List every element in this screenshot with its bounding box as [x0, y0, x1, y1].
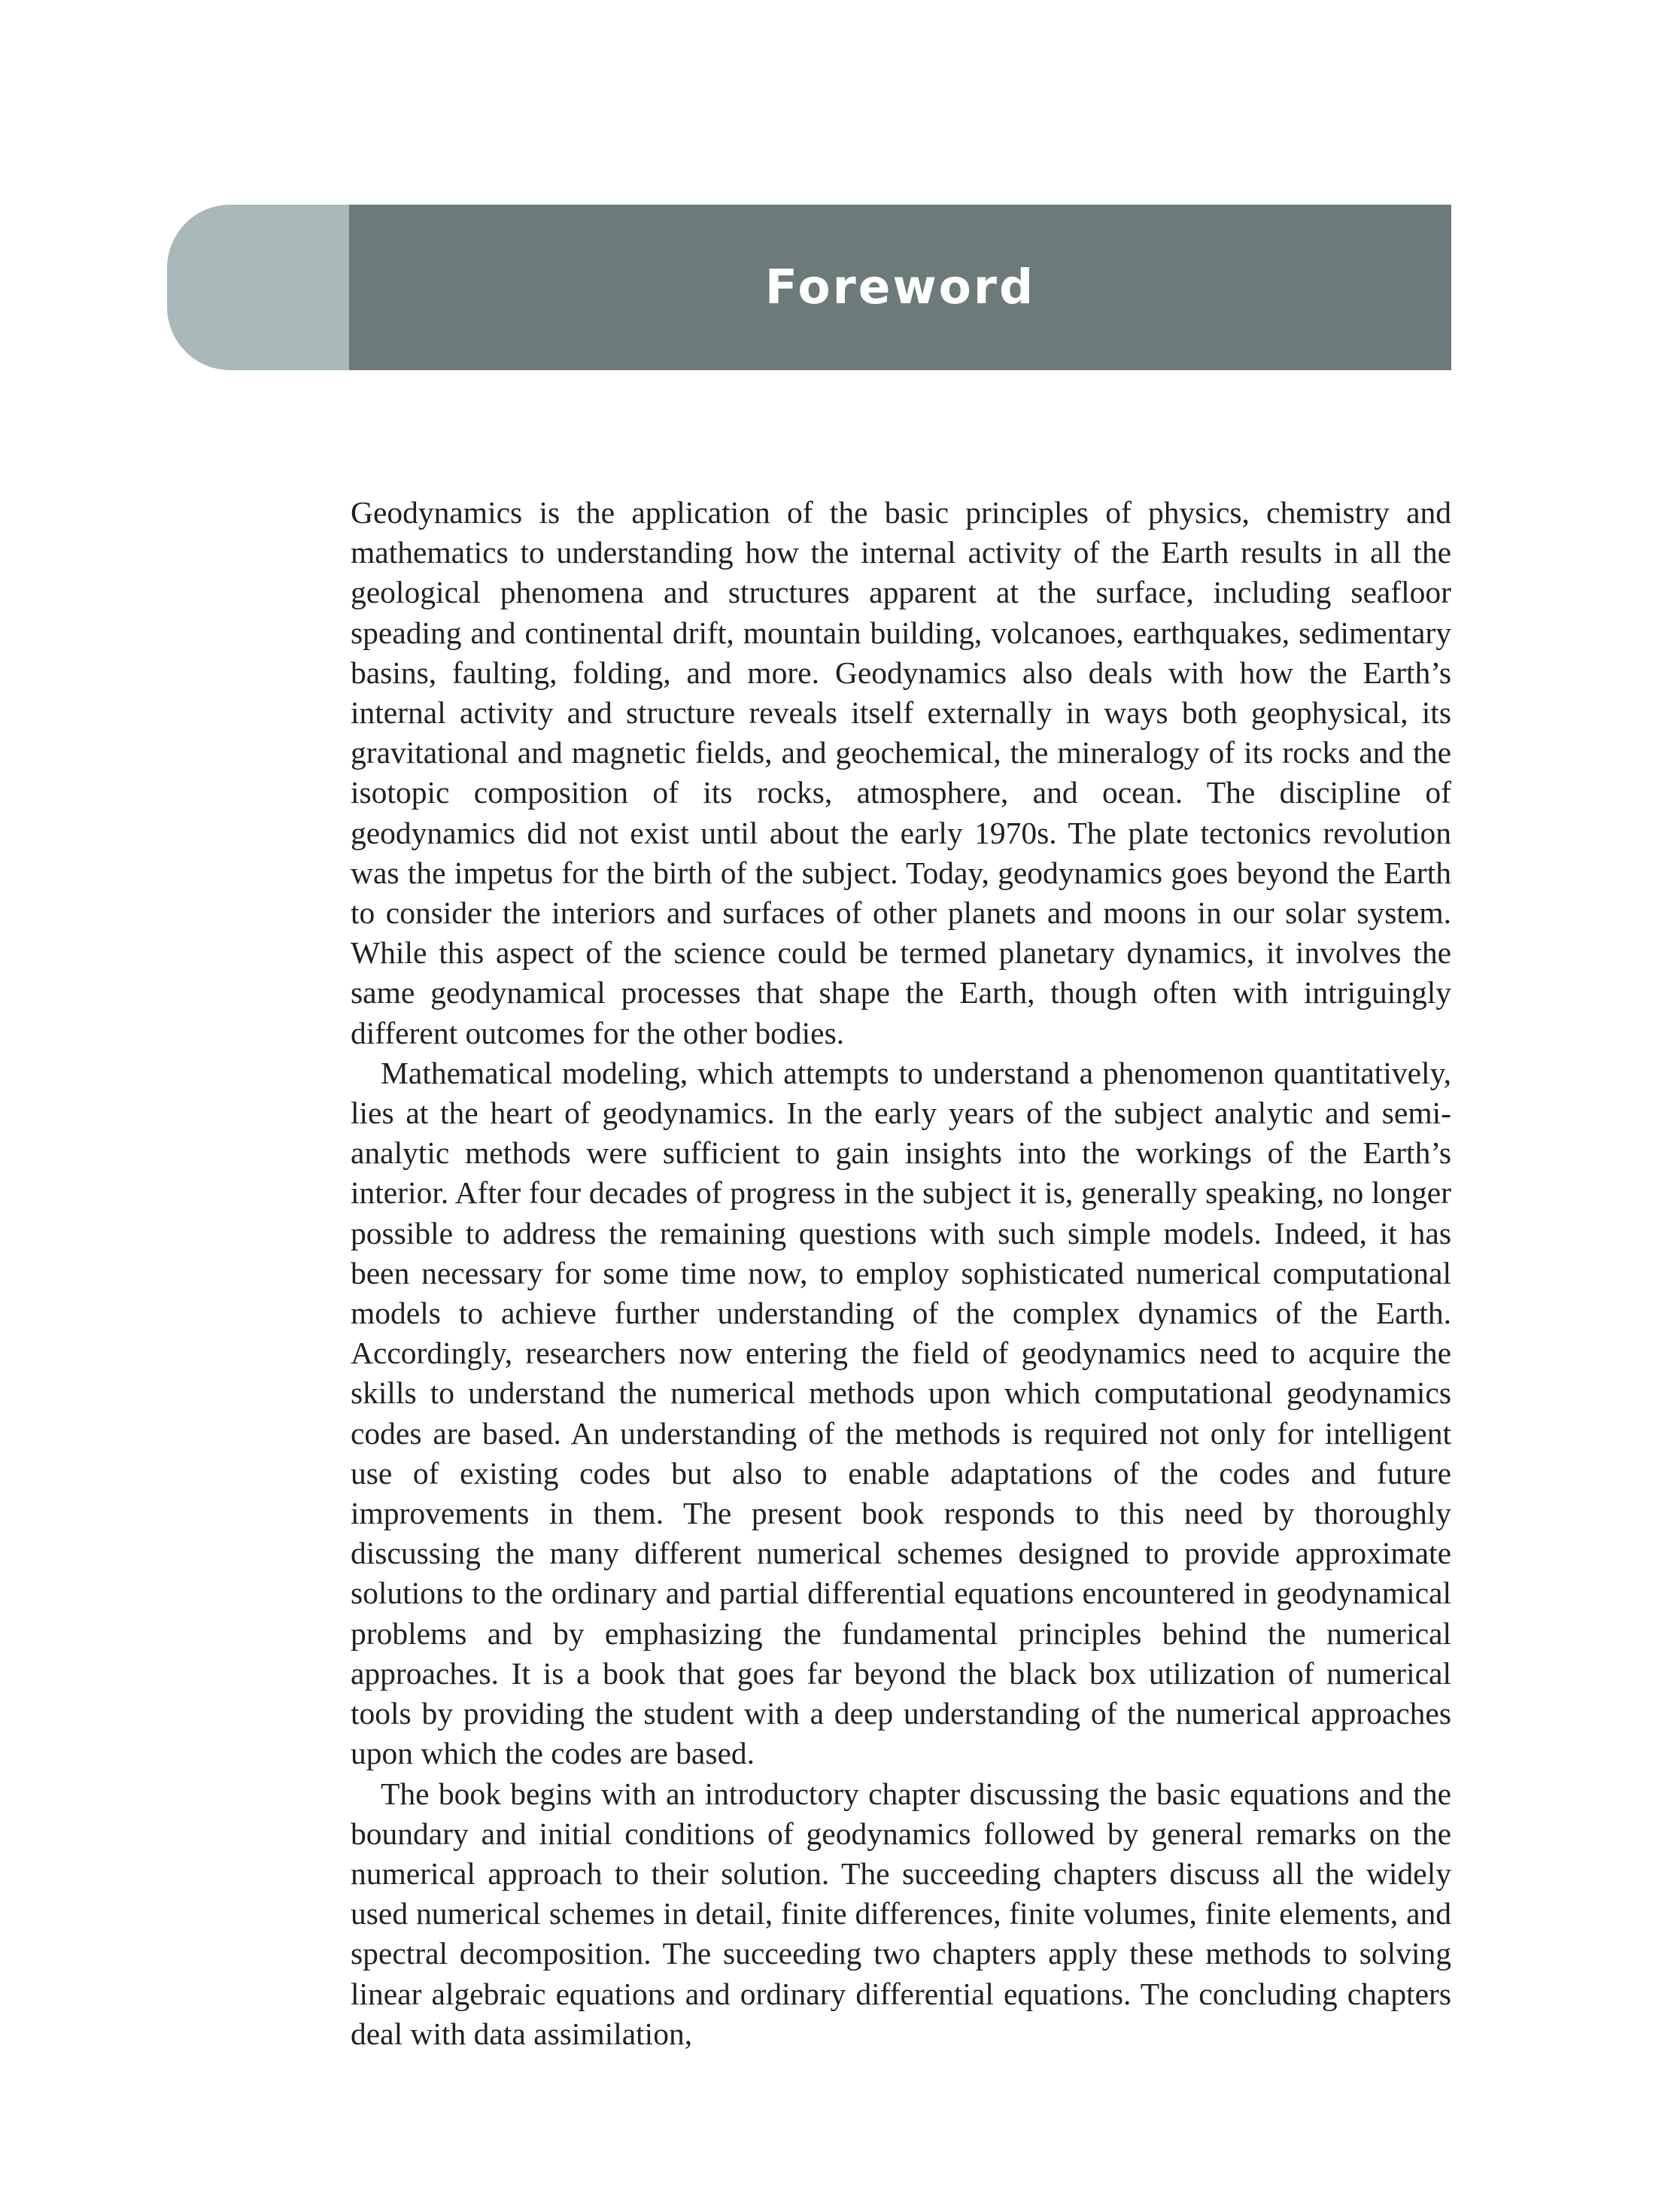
paragraph-2: Mathematical modeling, which attempts to understand a phenomenon quantitatively, lies at the heart of geodynamics. In the early years of the subject analytic and semi-analytic methods were sufficient to gain insights into the workings of the Earth’s interior. After four decades of progress in the subject it is, generally speaking, no longer possible to address the remaining questions with such simple models. Indeed, it has been necessary for some time now, to employ sophisticated numerical computational models to achieve further understanding of the complex dynamics of the Earth. Accordingly, researchers now entering the field of geodynamics need to acquire the skills to understand the numerical methods upon which computational geodynamics codes are based. An understanding of the methods is required not only for intelligent use of existing codes but also to enable adaptations of the codes and future improvements in them. The present book responds to this need by thoroughly discussing the many different numerical schemes designed to provide approximate solutions to the ordinary and partial differential equations encountered in geodynamical problems and by emphasizing the fundamental principles behind the numerical approaches. It is a book that goes far beyond the black box utilization of numerical tools by providing the student with a deep understanding of the numerical approaches upon which the codes are based. [351, 1055, 1451, 1771]
chapter-header-tab [167, 205, 355, 370]
foreword-body [351, 493, 1451, 2054]
chapter-title: Foreword [764, 260, 1036, 315]
paragraph-1: Geodynamics is the application of the basic principles of physics, chemistry and mathematics to understanding how the internal activity of the Earth results in all the geological phenomena and structures apparent at the surface, including seafloor speading and continental drift, mountain building, volcanoes, earthquakes, sedimentary basins, faulting, folding, and more. Geodynamics also deals with how the Earth’s internal activity and structure reveals itself externally in ways both geophysical, its gravitational and magnetic fields, and geochemical, the mineralogy of its rocks and the isotopic composition of its rocks, atmosphere, and ocean. The discipline of geodynamics did not exist until about the early 1970s. The plate tectonics revolution was the impetus for the birth of the subject. Today, geodynamics goes beyond the Earth to consider the interiors and surfaces of other planets and moons in our solar system. While this aspect of the science could be termed planetary dynamics, it involves the same geodynamical processes that shape the Earth, though often with intriguingly different outcomes for the other bodies. [351, 495, 1451, 1050]
paragraph-3: The book begins with an introductory chapter discussing the basic equations and the boundary and initial conditions of geodynamics followed by general remarks on the numerical approach to their solution. The succeeding chapters discuss all the widely used numerical schemes in detail, finite differences, finite volumes, finite elements, and spectral decomposition. The succeeding two chapters apply these methods to solving linear algebraic equations and ordinary differential equations. The concluding chapters deal with data assimilation, [351, 1776, 1451, 2051]
